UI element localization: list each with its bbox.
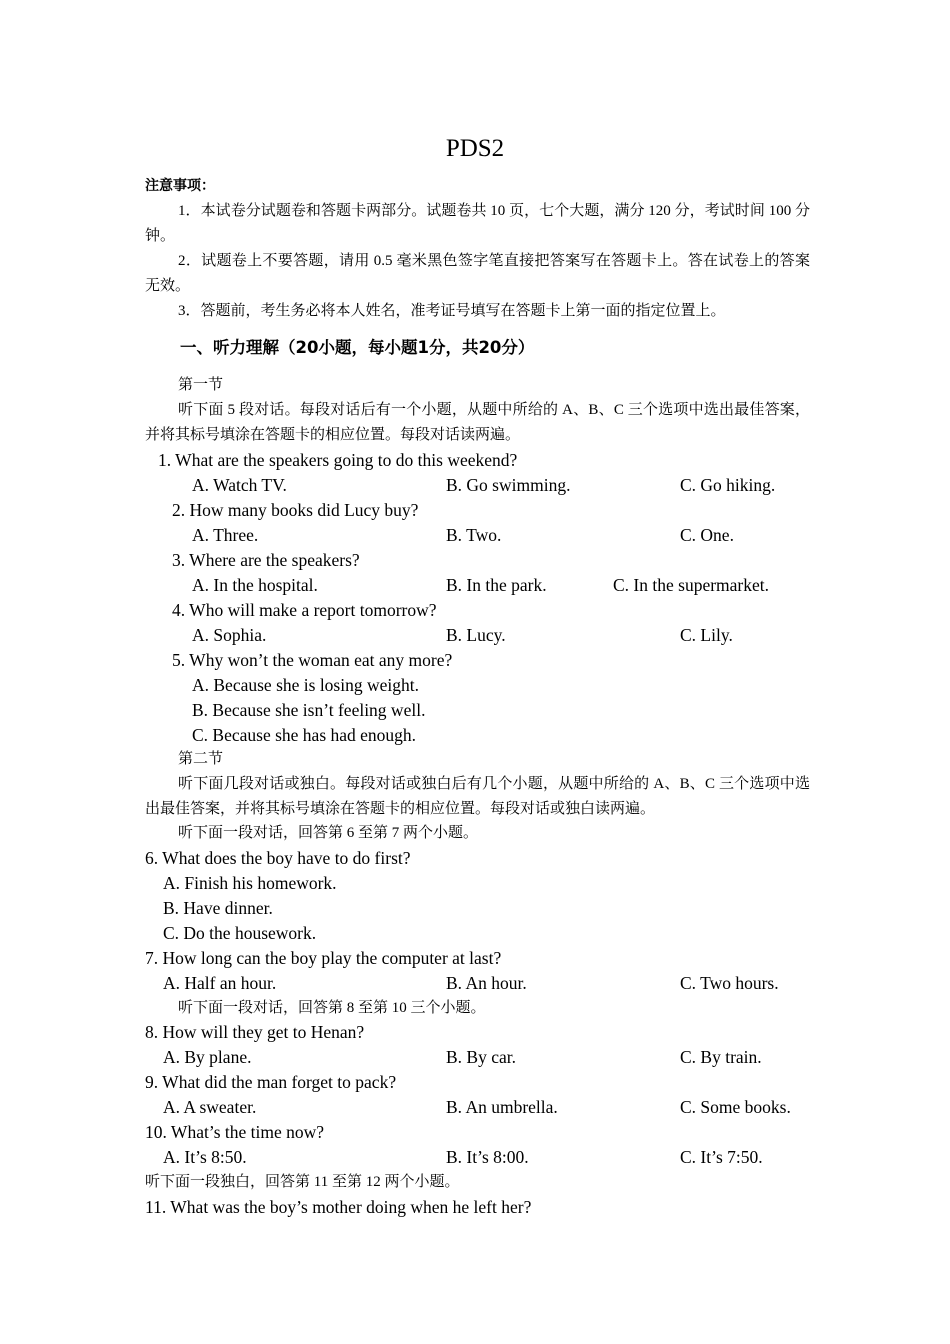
q5-option-a: A. Because she is losing weight. bbox=[192, 675, 419, 695]
question-6: 6. What does the boy have to do first? bbox=[145, 848, 411, 868]
q7-option-a: A. Half an hour. bbox=[163, 973, 277, 993]
page-title: PDS2 bbox=[445, 135, 505, 162]
q3-option-b: B. In the park. bbox=[446, 575, 547, 595]
q4-option-c: C. Lily. bbox=[680, 625, 733, 645]
note-6-7: 听下面一段对话，回答第 6 至第 7 两个小题。 bbox=[178, 825, 479, 841]
q6-option-c: C. Do the housework. bbox=[163, 923, 317, 943]
q3-option-c: C. In the supermarket. bbox=[613, 575, 769, 595]
q8-option-a: A. By plane. bbox=[163, 1047, 252, 1067]
question-7: 7. How long can the boy play the computer at last? bbox=[145, 948, 502, 968]
q9-option-c: C. Some books. bbox=[680, 1097, 791, 1117]
note-11-12: 听下面一段独白，回答第 11 至第 12 两个小题。 bbox=[145, 1174, 460, 1190]
part2-label: 第二节 bbox=[178, 751, 224, 767]
q4-option-a: A. Sophia. bbox=[192, 625, 267, 645]
notice-item-1: 1．本试卷分试题卷和答题卡两部分。试题卷共 10 页，七个大题，满分 120 分，考试时间 100 分钟。 bbox=[145, 203, 810, 244]
notice-item-3: 3．答题前，考生务必将本人姓名，准考证号填写在答题卡上第一面的指定位置上。 bbox=[178, 303, 726, 319]
question-11: 11. What was the boy’s mother doing when he left her? bbox=[145, 1197, 532, 1217]
q8-option-c: C. By train. bbox=[680, 1047, 762, 1067]
question-2: 2. How many books did Lucy buy? bbox=[172, 500, 419, 520]
part2-instruction: 听下面几段对话或独白。每段对话或独白后有几个小题，从题中所给的 A、B、C 三个选项中选出最佳答案，并将其标号填涂在答题卡的相应位置。每段对话或独白读两遍。 bbox=[145, 776, 810, 817]
q2-option-a: A. Three. bbox=[192, 525, 259, 545]
q10-option-c: C. It’s 7:50. bbox=[680, 1147, 763, 1167]
question-1: 1. What are the speakers going to do this weekend? bbox=[158, 450, 518, 470]
question-9: 9. What did the man forget to pack? bbox=[145, 1072, 397, 1092]
q1-option-c: C. Go hiking. bbox=[680, 475, 776, 495]
q5-option-b: B. Because she isn’t feeling well. bbox=[192, 700, 426, 720]
q5-option-c: C. Because she has had enough. bbox=[192, 725, 417, 745]
q1-option-a: A. Watch TV. bbox=[192, 475, 287, 495]
q10-option-b: B. It’s 8:00. bbox=[446, 1147, 529, 1167]
q6-option-a: A. Finish his homework. bbox=[163, 873, 337, 893]
part1-instruction: 听下面 5 段对话。每段对话后有一个小题，从题中所给的 A、B、C 三个选项中选出最佳答案，并将其标号填涂在答题卡的相应位置。每段对话读两遍。 bbox=[145, 402, 810, 443]
q1-option-b: B. Go swimming. bbox=[446, 475, 571, 495]
part1-label: 第一节 bbox=[178, 377, 224, 393]
question-4: 4. Who will make a report tomorrow? bbox=[172, 600, 437, 620]
note-8-10: 听下面一段对话，回答第 8 至第 10 三个小题。 bbox=[178, 1000, 486, 1016]
q6-option-b: B. Have dinner. bbox=[163, 898, 273, 918]
q9-option-a: A. A sweater. bbox=[163, 1097, 257, 1117]
section-heading: 一、听力理解（20小题，每小题1分，共20分） bbox=[180, 338, 535, 357]
q4-option-b: B. Lucy. bbox=[446, 625, 506, 645]
q7-option-c: C. Two hours. bbox=[680, 973, 779, 993]
question-3: 3. Where are the speakers? bbox=[172, 550, 360, 570]
question-10: 10. What’s the time now? bbox=[145, 1122, 325, 1142]
q10-option-a: A. It’s 8:50. bbox=[163, 1147, 247, 1167]
q3-option-a: A. In the hospital. bbox=[192, 575, 318, 595]
notice-item-2: 2．试题卷上不要答题，请用 0.5 毫米黑色签字笔直接把答案写在答题卡上。答在试卷上的答案无效。 bbox=[145, 253, 810, 294]
q2-option-b: B. Two. bbox=[446, 525, 502, 545]
question-8: 8. How will they get to Henan? bbox=[145, 1022, 365, 1042]
q9-option-b: B. An umbrella. bbox=[446, 1097, 558, 1117]
question-5: 5. Why won’t the woman eat any more? bbox=[172, 650, 453, 670]
notice-heading: 注意事项： bbox=[145, 178, 215, 194]
q2-option-c: C. One. bbox=[680, 525, 734, 545]
q7-option-b: B. An hour. bbox=[446, 973, 527, 993]
q8-option-b: B. By car. bbox=[446, 1047, 516, 1067]
